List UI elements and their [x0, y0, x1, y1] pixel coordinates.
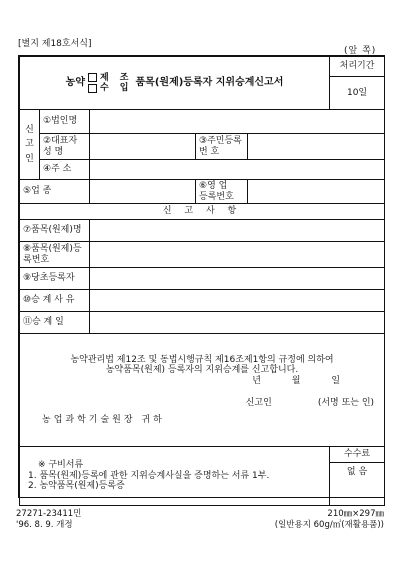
report-items-heading: 신 고 사 항: [20, 204, 385, 220]
form-frame: [18, 55, 385, 498]
option-import[interactable]: 수 입: [88, 83, 133, 93]
item-label: ⑧품목(원제)등 록번호: [20, 242, 90, 268]
declaration-line-1: 농약관리법 제12조 및 동법시행규칙 제16조제1항의 규정에 의하여: [70, 355, 334, 366]
fee-value: 없 음: [330, 463, 385, 506]
paper-type: (일반용지 60g/㎡(재활용품)): [274, 520, 384, 531]
applicant-group-label: 신 고 인: [20, 110, 40, 180]
signer-note: (서명 또는 인): [317, 398, 375, 409]
processing-period-label: 처리기간: [330, 57, 385, 77]
form-table: [19, 56, 385, 506]
corp-name-label: ①법인명: [40, 110, 90, 134]
succession-date-field[interactable]: [90, 312, 385, 334]
title-suffix: 품목(원제)등록자 지위승계신고서: [135, 77, 284, 89]
document-item: 1. 품목(원제)등록에 관한 지위승계사실을 증명하는 서류 1부.: [28, 470, 270, 481]
document-item: 2. 농약품목(원제)등록증: [28, 481, 125, 492]
business-reg-field[interactable]: [248, 180, 385, 204]
address-label: ④주 소: [40, 160, 90, 180]
revision-date: '96. 8. 9. 개정: [16, 520, 73, 531]
required-documents: [20, 447, 330, 506]
item-label: ⑦품목(원제)명: [20, 220, 90, 242]
documents-heading: ※ 구비서류: [38, 460, 84, 471]
footer-code: [16, 509, 81, 531]
business-type-label: ⑤업 종: [20, 180, 90, 204]
item-label: ⑪승 계 일: [20, 312, 90, 334]
product-name-field[interactable]: [90, 220, 385, 242]
representative-label: ②대표자 성 명: [40, 134, 90, 160]
rrn-field[interactable]: [248, 134, 385, 160]
form-code: 27271-23411민: [16, 509, 82, 519]
addressee: 농업과학기술원장 귀하: [42, 414, 165, 425]
corp-name-field[interactable]: [90, 110, 385, 134]
checkbox-icon[interactable]: [88, 73, 97, 82]
item-label: ⑩승 계 사 유: [20, 290, 90, 312]
paper-size: 210㎜×297㎜: [327, 509, 384, 519]
option-manufacture[interactable]: 제 조: [88, 73, 133, 83]
form-number: [별지 제18호서식]: [18, 39, 92, 49]
page-side-label: (앞 쪽): [344, 46, 377, 56]
declaration-line-2: 농약품목(원제) 등록자의 지위승계를 신고합니다.: [105, 365, 299, 376]
form-title: [20, 57, 330, 110]
footer-paper: [272, 509, 384, 531]
type-options: [88, 73, 133, 94]
business-type-field[interactable]: [90, 180, 196, 204]
processing-period-value: 10일: [330, 77, 385, 110]
address-field[interactable]: [90, 160, 385, 180]
product-reg-number-field[interactable]: [90, 242, 385, 268]
fee-label: 수수료: [330, 447, 385, 463]
declaration-block: [20, 334, 385, 447]
rrn-label: ③주민등록 번 호: [196, 134, 248, 160]
business-reg-label: ⑥영 업 등록번호: [196, 180, 248, 204]
item-label: ⑨당초등록자: [20, 268, 90, 290]
original-registrant-field[interactable]: [90, 268, 385, 290]
succession-reason-field[interactable]: [90, 290, 385, 312]
signer-label: 신고인: [245, 398, 272, 409]
title-prefix: 농약: [65, 77, 85, 89]
checkbox-icon[interactable]: [88, 84, 97, 93]
representative-field[interactable]: [90, 134, 196, 160]
declaration-date: 년 월 일: [252, 375, 355, 386]
